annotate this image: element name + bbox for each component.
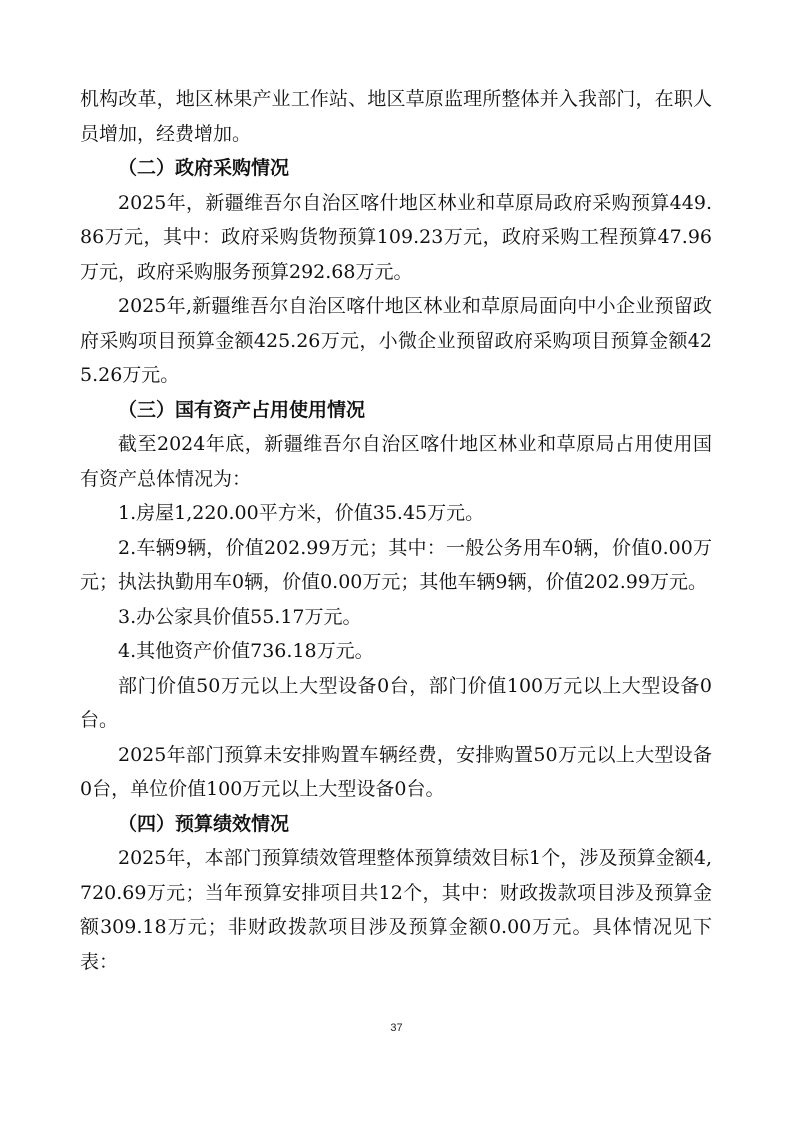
list-item-vehicles: 2.车辆9辆，价值202.99万元；其中：一般公务用车0辆，价值0.00万元；执法执勤用车0辆，价值0.00万元；其他车辆9辆，价值202.99万元。 xyxy=(80,536,712,593)
paragraph-continuation: 机构改革，地区林果产业工作站、地区草原监理所整体并入我部门，在职人员增加，经费增加。 xyxy=(80,88,712,145)
paragraph-assets-intro: 截至2024年底，新疆维吾尔自治区喀什地区林业和草原局占用使用国有资产总体情况为： xyxy=(80,433,712,490)
list-item-other-assets: 4.其他资产价值736.18万元。 xyxy=(118,640,374,662)
paragraph-performance: 2025年，本部门预算绩效管理整体预算绩效目标1个，涉及预算金额4,720.69万元；当年预算安排项目共12个，其中：财政拨款项目涉及预算金额309.18万元；非财政拨款项目涉及预算金额0.00万元。具体情况见下表： xyxy=(80,847,712,973)
section-heading-performance: （四）预算绩效情况 xyxy=(118,812,290,835)
paragraph-large-equipment: 部门价值50万元以上大型设备0台，部门价值100万元以上大型设备0台。 xyxy=(80,674,712,731)
document-body xyxy=(80,82,712,979)
list-item-furniture: 3.办公家具价值55.17万元。 xyxy=(118,605,362,628)
paragraph-procurement-budget: 2025年，新疆维吾尔自治区喀什地区林业和草原局政府采购预算449.86万元，其中：政府采购货物预算109.23万元，政府采购工程预算47.96万元，政府采购服务预算292.68万元。 xyxy=(80,191,712,283)
paragraph-purchase-plan: 2025年部门预算未安排购置车辆经费，安排购置50万元以上大型设备0台，单位价值100万元以上大型设备0台。 xyxy=(80,743,712,800)
page-number: 37 xyxy=(390,1022,403,1034)
section-heading-procurement: （二）政府采购情况 xyxy=(118,157,290,179)
section-heading-assets: （三）国有资产占用使用情况 xyxy=(118,398,366,421)
list-item-housing: 1.房屋1,220.00平方米，价值35.45万元。 xyxy=(118,502,485,524)
paragraph-sme-reserve: 2025年,新疆维吾尔自治区喀什地区林业和草原局面向中小企业预留政府采购项目预算金额425.26万元，小微企业预留政府采购项目预算金额425.26万元。 xyxy=(80,295,712,386)
